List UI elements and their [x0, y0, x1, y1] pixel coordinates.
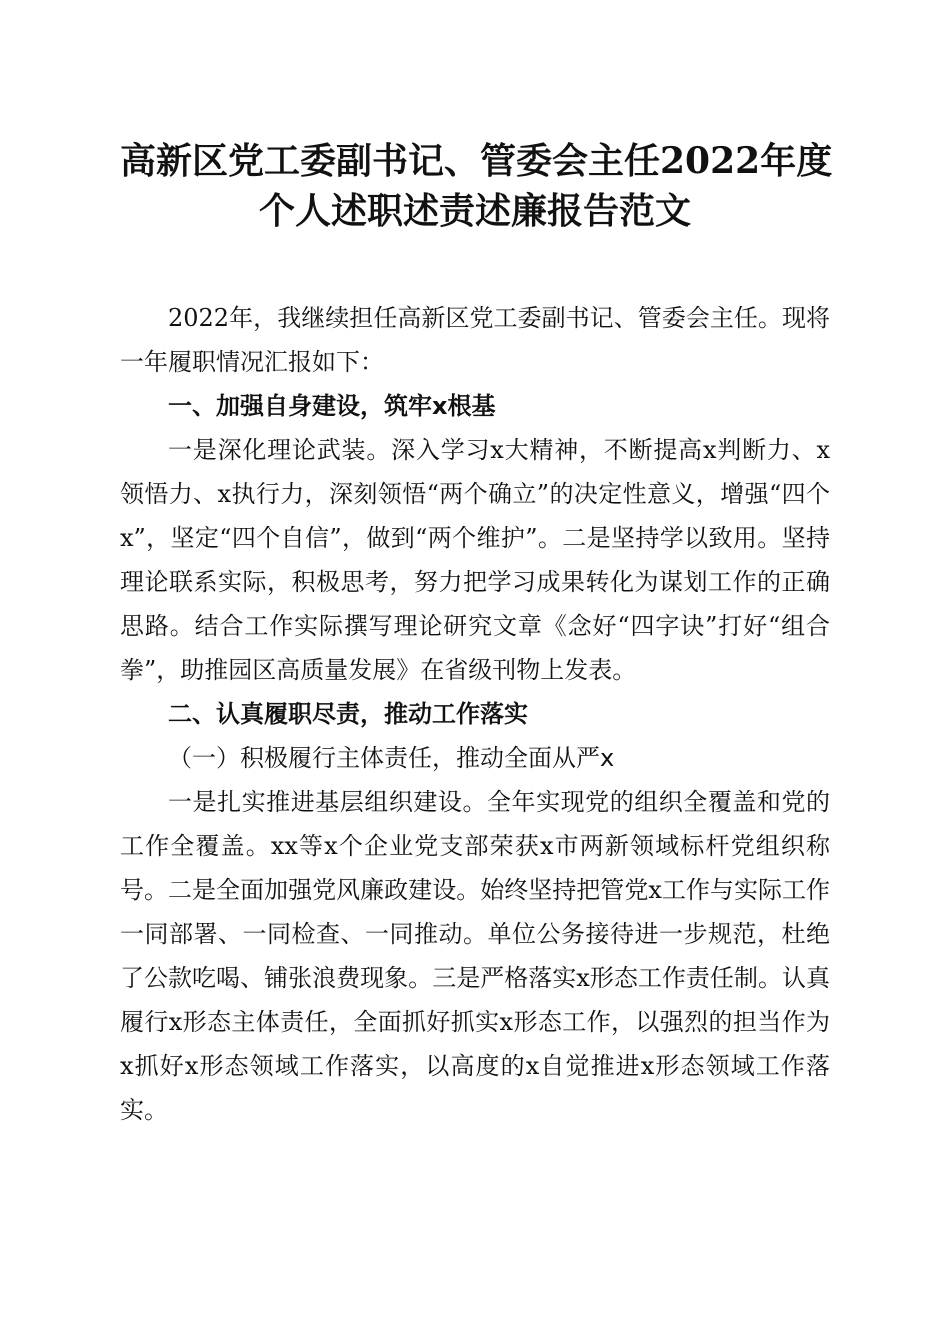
document-body: [120, 296, 830, 1132]
intro-paragraph: 2022年，我继续担任高新区党工委副书记、管委会主任。现将一年履职情况汇报如下：: [120, 304, 830, 376]
subsection-1-paragraph: 一是扎实推进基层组织建设。全年实现党的组织全覆盖和党的工作全覆盖。xx等x个企业党支部荣获x市两新领域标杆党组织称号。二是全面加强党风廉政建设。始终坚持把管党x工作与实际工作一同部署、一同检查、一同推动。单位公务接待进一步规范，杜绝了公款吃喝、铺张浪费现象。三是严格落实x形态工作责任制。认真履行x形态主体责任，全面抓好抓实x形态工作，以强烈的担当作为x抓好x形态领域工作落实，以高度的x自觉推进x形态领域工作落实。: [120, 788, 830, 1124]
title-line-2: 个人述职述责述廉报告范文: [258, 190, 691, 232]
title-line-1: 高新区党工委副书记、管委会主任2022年度: [120, 140, 833, 182]
subsection-1-heading: （一）积极履行主体责任，推动全面从严x: [168, 744, 615, 772]
document-title: [120, 136, 833, 236]
section-2-heading: 二、认真履职尽责，推动工作落实: [168, 700, 528, 728]
section-1-heading: 一、加强自身建设，筑牢x根基: [168, 392, 496, 420]
section-1-paragraph: 一是深化理论武装。深入学习x大精神，不断提高x判断力、x领悟力、x执行力，深刻领悟“两个确立”的决定性意义，增强“四个x”，坚定“四个自信”，做到“两个维护”。二是坚持学以致用。坚持理论联系实际，积极思考，努力把学习成果转化为谋划工作的正确思路。结合工作实际撰写理论研究文章《念好“四字诀”打好“组合拳”，助推园区高质量发展》在省级刊物上发表。: [120, 436, 830, 684]
